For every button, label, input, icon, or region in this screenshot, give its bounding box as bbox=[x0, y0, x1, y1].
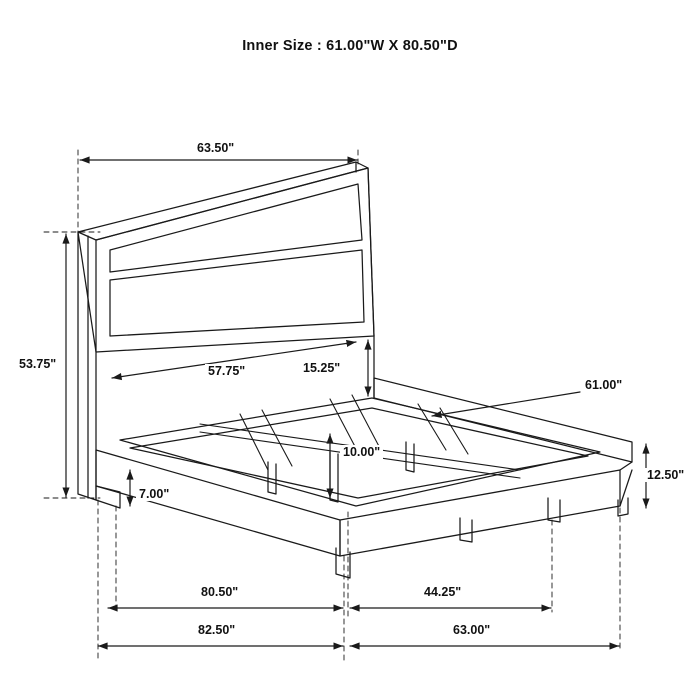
dim-label-headboard-panel-width: 57.75" bbox=[205, 364, 248, 378]
dim-label-slat-clearance: 10.00" bbox=[340, 445, 383, 459]
dim-label-footboard-side-depth: 44.25" bbox=[421, 585, 464, 599]
dim-label-rail-bottom-height: 7.00" bbox=[136, 487, 172, 501]
dim-label-headboard-panel-height: 15.25" bbox=[300, 361, 343, 375]
dim-label-headboard-width: 63.50" bbox=[194, 141, 237, 155]
dim-label-overall-height: 53.75" bbox=[16, 357, 59, 371]
dim-label-rail-height-right: 12.50" bbox=[644, 468, 687, 482]
dim-label-mattress-depth: 80.50" bbox=[198, 585, 241, 599]
dim-label-mattress-width: 61.00" bbox=[582, 378, 625, 392]
dim-label-overall-depth: 82.50" bbox=[195, 623, 238, 637]
page-title: Inner Size : 61.00"W X 80.50"D bbox=[242, 38, 458, 54]
dim-label-overall-side-depth: 63.00" bbox=[450, 623, 493, 637]
